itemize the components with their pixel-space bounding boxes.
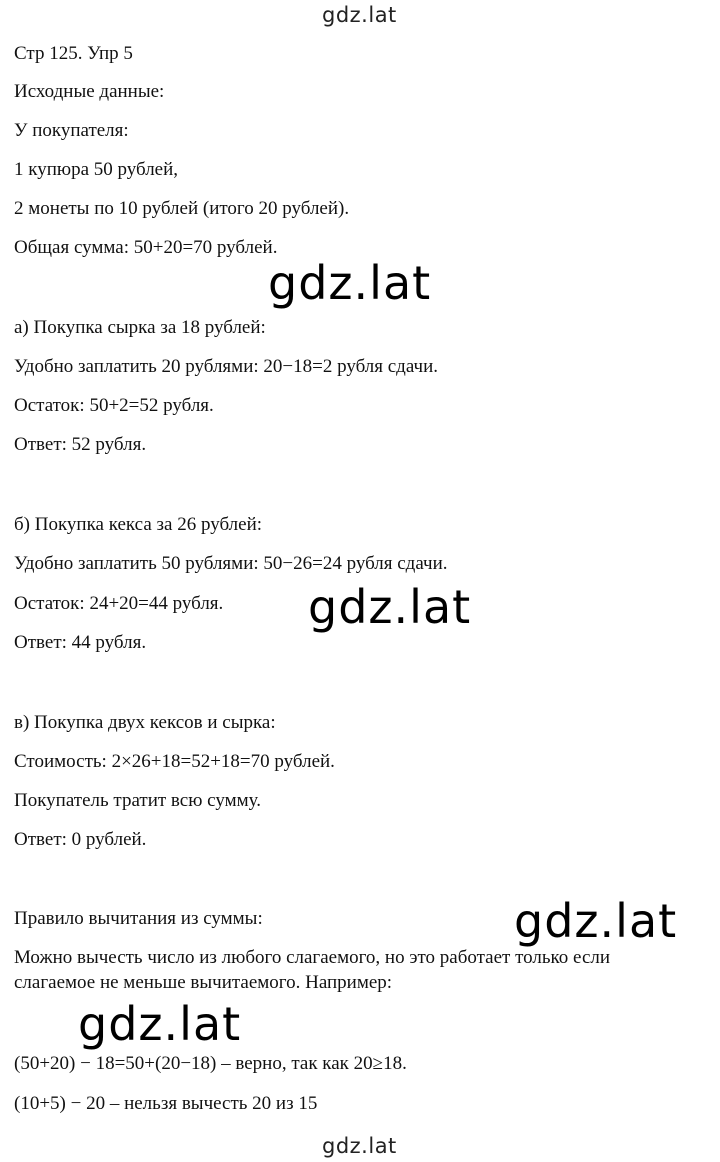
text-line: Ответ: 52 рубля. — [14, 434, 147, 455]
text-line: (10+5) − 20 – нельзя вычесть 20 из 15 — [14, 1093, 318, 1114]
text-line: Удобно заплатить 50 рублями: 50−26=24 рубля сдачи. — [14, 553, 448, 574]
text-line: 1 купюра 50 рублей, — [14, 159, 179, 180]
text-line: Стр 125. Упр 5 — [14, 43, 133, 64]
text-line: Покупатель тратит всю сумму. — [14, 790, 261, 811]
watermark-bottom: gdz.lat — [322, 1134, 397, 1158]
text-line: слагаемое не меньше вычитаемого. Например: — [14, 972, 393, 993]
text-line: Удобно заплатить 20 рублями: 20−18=2 рубля сдачи. — [14, 356, 438, 377]
watermark: gdz.lat — [78, 997, 242, 1051]
text-line: Можно вычесть число из любого слагаемого, но это работает только если — [14, 947, 611, 968]
text-line: б) Покупка кекса за 26 рублей: — [14, 514, 263, 535]
text-line: Ответ: 0 рублей. — [14, 829, 147, 850]
watermark: gdz.lat — [514, 894, 678, 948]
watermark: gdz.lat — [268, 256, 432, 310]
text-line: У покупателя: — [14, 120, 129, 141]
text-line: Ответ: 44 рубля. — [14, 632, 147, 653]
text-line: Исходные данные: — [14, 81, 165, 102]
text-line: 2 монеты по 10 рублей (итого 20 рублей). — [14, 198, 350, 219]
text-line: (50+20) − 18=50+(20−18) – верно, так как 20≥18. — [14, 1053, 407, 1074]
watermark-top: gdz.lat — [322, 3, 397, 27]
text-line: в) Покупка двух кексов и сырка: — [14, 712, 276, 733]
watermark: gdz.lat — [308, 580, 472, 634]
text-line: а) Покупка сырка за 18 рублей: — [14, 317, 266, 338]
text-line: Остаток: 50+2=52 рубля. — [14, 395, 214, 416]
text-line: Стоимость: 2×26+18=52+18=70 рублей. — [14, 751, 335, 772]
text-line: Общая сумма: 50+20=70 рублей. — [14, 237, 278, 258]
text-line: Остаток: 24+20=44 рубля. — [14, 593, 224, 614]
text-line: Правило вычитания из суммы: — [14, 908, 263, 929]
